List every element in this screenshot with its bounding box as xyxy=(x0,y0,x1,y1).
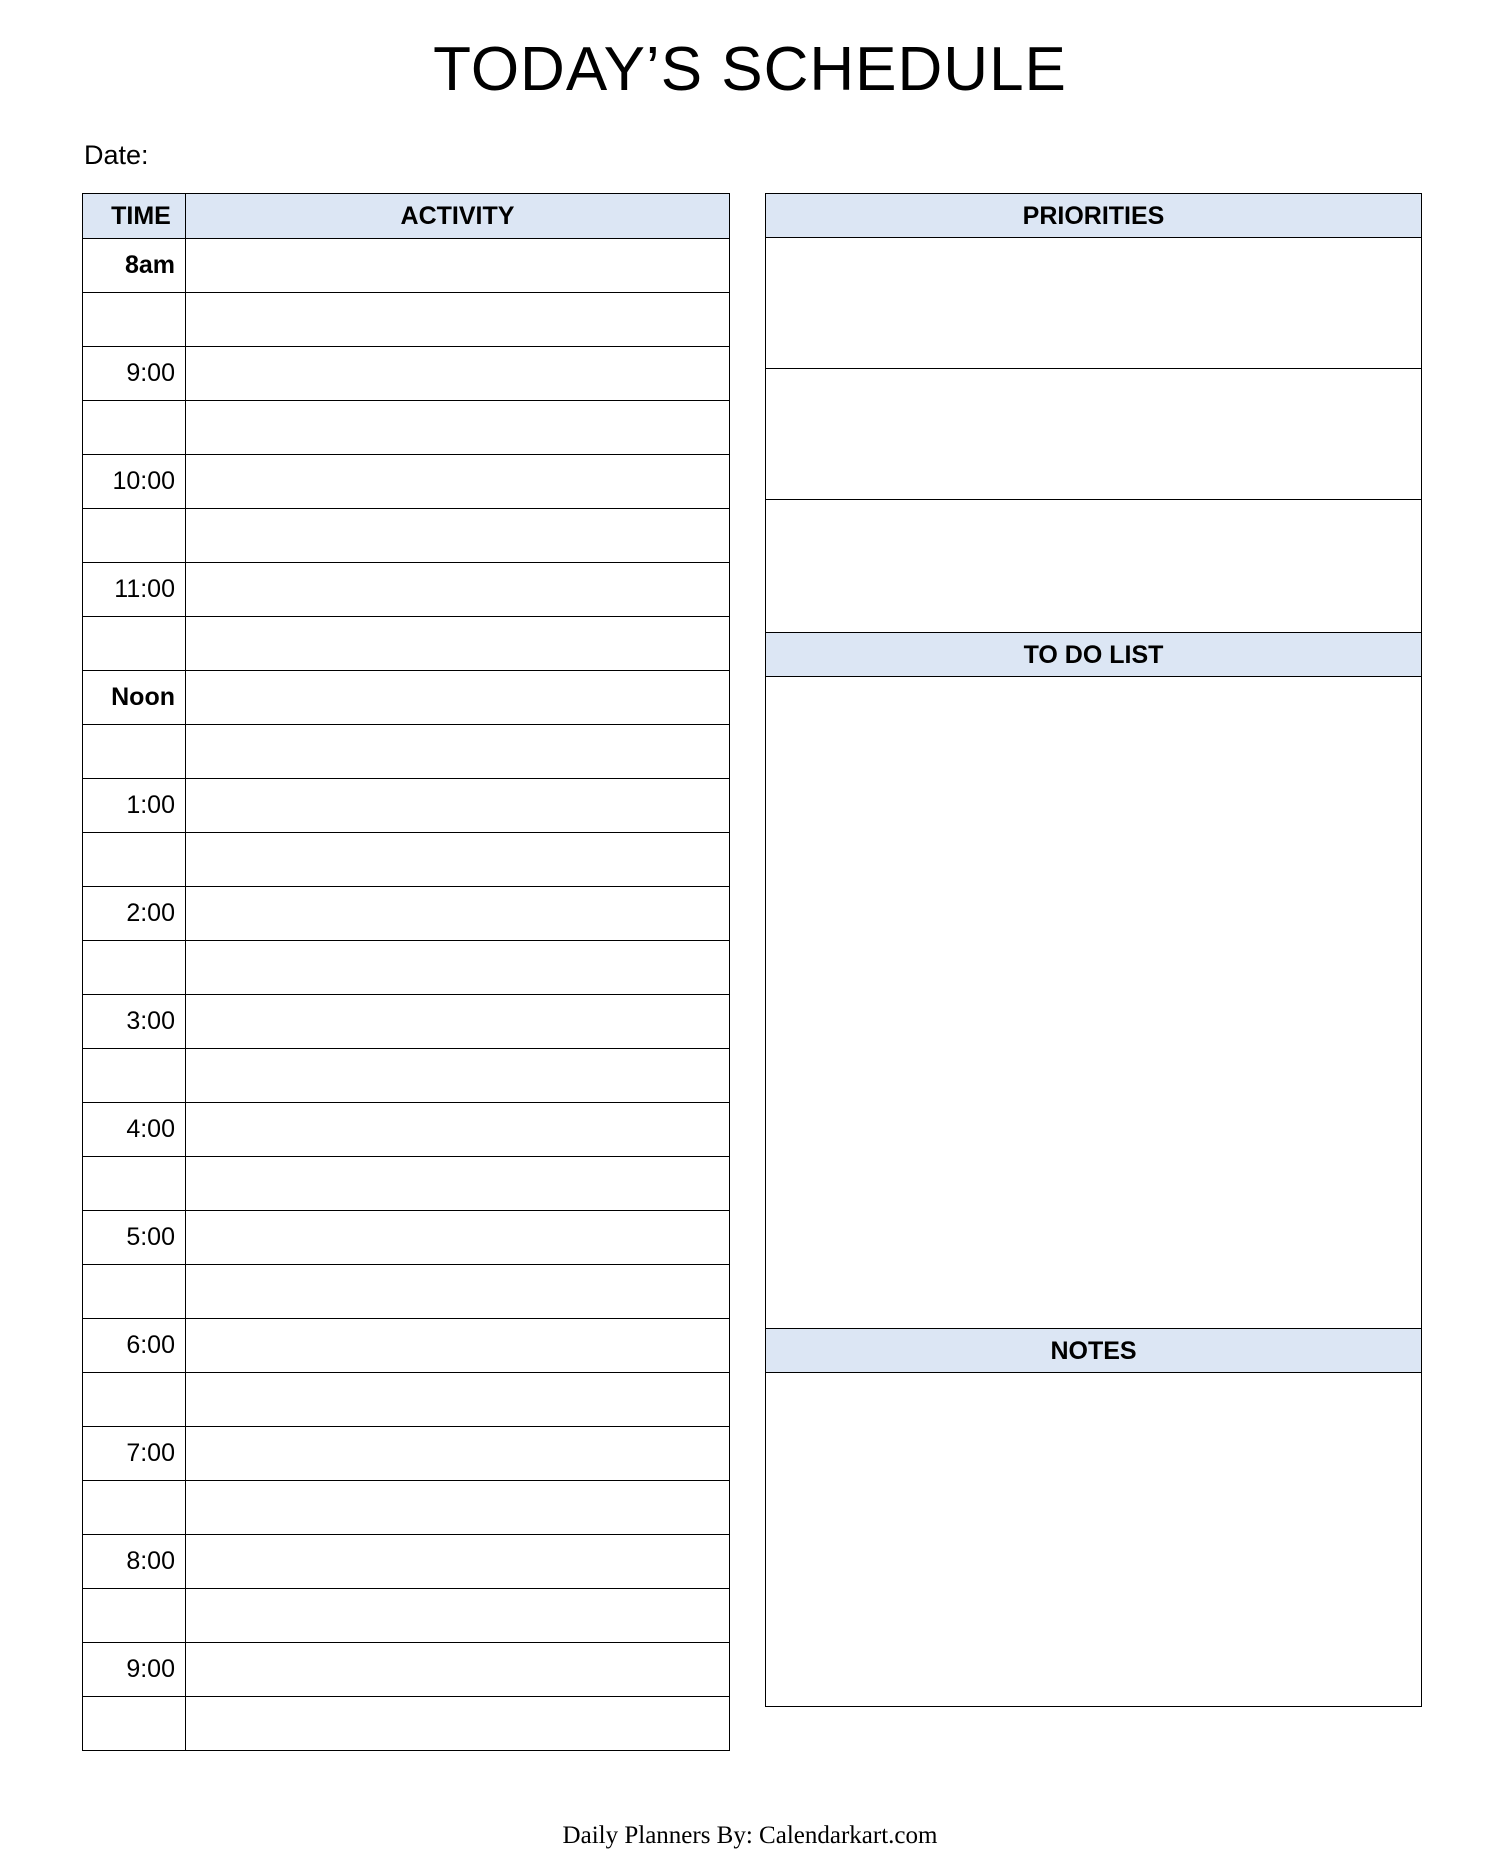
activity-cell[interactable] xyxy=(186,401,730,455)
schedule-row xyxy=(83,1157,730,1211)
time-cell: Noon xyxy=(83,671,186,725)
schedule-row xyxy=(83,509,730,563)
schedule-row xyxy=(83,347,730,401)
schedule-row xyxy=(83,671,730,725)
priority-line-3[interactable] xyxy=(766,500,1421,631)
schedule-row xyxy=(83,1589,730,1643)
notes-panel xyxy=(765,1329,1422,1707)
activity-cell[interactable] xyxy=(186,1697,730,1751)
activity-cell[interactable] xyxy=(186,1211,730,1265)
schedule-row xyxy=(83,1265,730,1319)
schedule-row xyxy=(83,455,730,509)
todo-body[interactable] xyxy=(766,677,1421,1328)
schedule-table xyxy=(82,193,730,1751)
priorities-title: PRIORITIES xyxy=(766,194,1421,238)
activity-cell[interactable] xyxy=(186,239,730,293)
schedule-row xyxy=(83,617,730,671)
schedule-row xyxy=(83,1049,730,1103)
activity-cell[interactable] xyxy=(186,347,730,401)
todo-title: TO DO LIST xyxy=(766,633,1421,677)
page-footer: Daily Planners By: Calendarkart.com xyxy=(562,1822,938,1849)
time-cell xyxy=(83,1589,186,1643)
activity-cell[interactable] xyxy=(186,563,730,617)
activity-cell[interactable] xyxy=(186,833,730,887)
schedule-column xyxy=(82,193,730,1751)
time-cell xyxy=(83,1049,186,1103)
activity-cell[interactable] xyxy=(186,725,730,779)
time-cell xyxy=(83,293,186,347)
time-cell: 9:00 xyxy=(83,347,186,401)
notes-title: NOTES xyxy=(766,1329,1421,1373)
time-cell: 1:00 xyxy=(83,779,186,833)
activity-cell[interactable] xyxy=(186,1103,730,1157)
page-title: TODAY’S SCHEDULE xyxy=(433,35,1067,104)
activity-cell[interactable] xyxy=(186,1265,730,1319)
time-cell: 8:00 xyxy=(83,1535,186,1589)
activity-cell[interactable] xyxy=(186,1535,730,1589)
schedule-row xyxy=(83,1211,730,1265)
time-cell xyxy=(83,1373,186,1427)
schedule-row xyxy=(83,563,730,617)
time-cell xyxy=(83,617,186,671)
activity-cell[interactable] xyxy=(186,617,730,671)
schedule-row xyxy=(83,1697,730,1751)
schedule-row xyxy=(83,1319,730,1373)
schedule-header-row xyxy=(83,194,730,239)
schedule-row xyxy=(83,1535,730,1589)
notes-body[interactable] xyxy=(766,1373,1421,1706)
schedule-table-head xyxy=(83,194,730,239)
activity-cell[interactable] xyxy=(186,671,730,725)
schedule-row xyxy=(83,779,730,833)
activity-cell[interactable] xyxy=(186,1481,730,1535)
date-label: Date: xyxy=(84,140,149,171)
schedule-row xyxy=(83,887,730,941)
planner-content xyxy=(0,193,1500,1751)
time-cell xyxy=(83,1481,186,1535)
time-cell: 10:00 xyxy=(83,455,186,509)
activity-cell[interactable] xyxy=(186,1589,730,1643)
activity-cell[interactable] xyxy=(186,1373,730,1427)
activity-cell[interactable] xyxy=(186,1427,730,1481)
time-cell: 6:00 xyxy=(83,1319,186,1373)
column-header-activity: ACTIVITY xyxy=(186,194,730,239)
schedule-row xyxy=(83,239,730,293)
activity-cell[interactable] xyxy=(186,887,730,941)
time-cell: 11:00 xyxy=(83,563,186,617)
activity-cell[interactable] xyxy=(186,1319,730,1373)
schedule-row xyxy=(83,725,730,779)
activity-cell[interactable] xyxy=(186,455,730,509)
schedule-row xyxy=(83,401,730,455)
todo-panel xyxy=(765,633,1422,1329)
time-cell: 3:00 xyxy=(83,995,186,1049)
time-cell xyxy=(83,725,186,779)
time-cell: 5:00 xyxy=(83,1211,186,1265)
column-header-time: TIME xyxy=(83,194,186,239)
side-panels-column xyxy=(765,193,1422,1707)
time-cell: 4:00 xyxy=(83,1103,186,1157)
priority-line-1[interactable] xyxy=(766,238,1421,369)
time-cell xyxy=(83,1157,186,1211)
time-cell xyxy=(83,401,186,455)
time-cell xyxy=(83,1265,186,1319)
time-cell xyxy=(83,509,186,563)
activity-cell[interactable] xyxy=(186,941,730,995)
schedule-row xyxy=(83,293,730,347)
activity-cell[interactable] xyxy=(186,779,730,833)
time-cell: 2:00 xyxy=(83,887,186,941)
schedule-row xyxy=(83,833,730,887)
activity-cell[interactable] xyxy=(186,1157,730,1211)
time-cell: 8am xyxy=(83,239,186,293)
priorities-panel xyxy=(765,193,1422,633)
activity-cell[interactable] xyxy=(186,1643,730,1697)
schedule-row xyxy=(83,1427,730,1481)
schedule-row xyxy=(83,941,730,995)
schedule-table-body xyxy=(83,239,730,1751)
time-cell: 7:00 xyxy=(83,1427,186,1481)
time-cell xyxy=(83,941,186,995)
time-cell xyxy=(83,833,186,887)
time-cell: 9:00 xyxy=(83,1643,186,1697)
priorities-body xyxy=(766,238,1421,632)
time-cell xyxy=(83,1697,186,1751)
schedule-row xyxy=(83,995,730,1049)
schedule-row xyxy=(83,1103,730,1157)
schedule-row xyxy=(83,1481,730,1535)
date-field-row[interactable] xyxy=(0,140,1500,171)
schedule-row xyxy=(83,1373,730,1427)
activity-cell[interactable] xyxy=(186,1049,730,1103)
schedule-row xyxy=(83,1643,730,1697)
activity-cell[interactable] xyxy=(186,293,730,347)
activity-cell[interactable] xyxy=(186,509,730,563)
activity-cell[interactable] xyxy=(186,995,730,1049)
priority-line-2[interactable] xyxy=(766,369,1421,500)
